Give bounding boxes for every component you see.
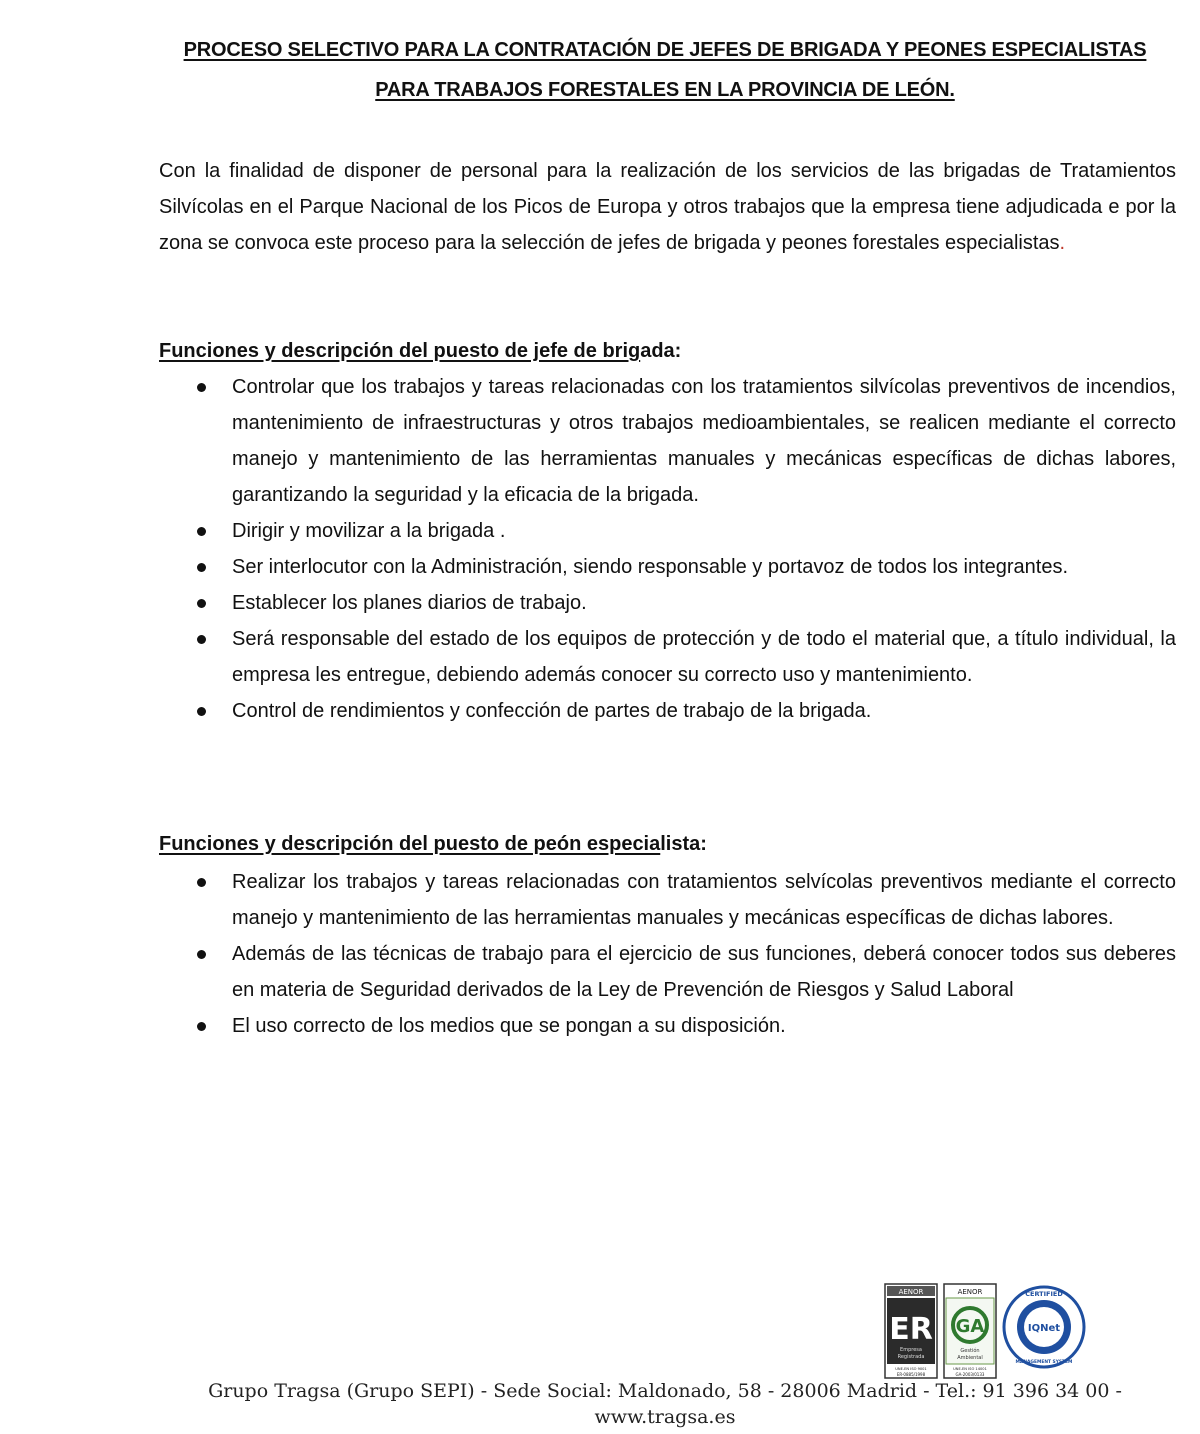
aenor-er-logo-icon (885, 1284, 937, 1378)
list-item-text: Además de las técnicas de trabajo para el ejercicio de sus funciones, deberá conocer todos sus deberes en materia de Seguridad derivados de la Ley de Prevención de Riesgos y Salud Laboral (232, 943, 1176, 1001)
list-item-text: Controlar que los trabajos y tareas relacionadas con los tratamientos silvícolas preventivos de incendios, mantenimiento de infraestructuras y otros trabajos medioambientales, se realicen mediante el correcto manejo y mantenimiento de las herramientas manuales y mecánicas específicas de dichas labores, garantizando la seguridad y la eficacia de la brigada. (232, 376, 1176, 506)
aenor-er-mark: ER (889, 1312, 933, 1347)
aenor-ga-sub1: Gestión (960, 1348, 980, 1354)
intro-text: Con la finalidad de disponer de personal para la realización de los servicios de las brigadas de Tratamientos Silvícolas en el Parque Nacional de los Picos de Europa y otros trabajos que la empresa tiene adjudicada e por la zona se convoca este proceso para la selección de jefes de brigada y peones forestales especialistas (159, 160, 1176, 254)
section-heading-peon (159, 826, 1176, 862)
list-item (159, 369, 1176, 513)
section-heading-jefe-rest: ada: (640, 340, 682, 362)
title-line-1: PROCESO SELECTIVO PARA LA CONTRATACIÓN DE JEFES DE BRIGADA Y PEONES ESPECIALISTAS (183, 39, 1147, 61)
title-line-2: PARA TRABAJOS FORESTALES EN LA PROVINCIA DE LEÓN. (375, 79, 955, 101)
aenor-ga-code: GA-2003/0133 (955, 1372, 985, 1377)
bullet-icon (197, 1022, 206, 1031)
list-item-text: Realizar los trabajos y tareas relacionadas con tratamientos selvícolas preventivos mediante el correcto manejo y mantenimiento de las herramientas manuales y mecánicas específicas de dichas labores. (232, 871, 1176, 929)
iqnet-top: CERTIFIED (1025, 1290, 1063, 1298)
section-heading-peon-rest: lista: (660, 833, 707, 855)
list-item (159, 585, 1176, 621)
list-jefe-functions (159, 369, 1176, 729)
aenor-er-sub1: Empresa (900, 1347, 922, 1353)
aenor-er-top: AENOR (898, 1288, 924, 1296)
list-item (159, 1008, 1176, 1044)
intro-paragraph (159, 153, 1176, 261)
page-footer (150, 1378, 1180, 1430)
bullet-icon (197, 878, 206, 887)
aenor-er-norm: UNE-EN ISO 9001 (895, 1367, 927, 1371)
bullet-icon (197, 527, 206, 536)
section-heading-jefe-underlined: Funciones y descripción del puesto de jefe de brig (159, 340, 641, 362)
list-item-text: Ser interlocutor con la Administración, siendo responsable y portavoz de todos los integrantes. (232, 556, 1069, 578)
aenor-ga-sub2: Ambiental (957, 1355, 983, 1361)
bullet-icon (197, 599, 206, 608)
iqnet-bottom: MANAGEMENT SYSTEM (1015, 1360, 1073, 1365)
bullet-icon (197, 950, 206, 959)
iqnet-mark: IQNet (1027, 1323, 1061, 1334)
section-heading-peon-underlined: Funciones y descripción del puesto de peón especia (159, 833, 661, 855)
list-item (159, 621, 1176, 693)
certification-logos (884, 1283, 1089, 1381)
list-item (159, 693, 1176, 729)
section-heading-jefe (159, 333, 1176, 369)
list-item-text: El uso correcto de los medios que se pongan a su disposición. (232, 1015, 786, 1037)
bullet-icon (197, 563, 206, 572)
iqnet-logo-icon (1004, 1287, 1084, 1367)
bullet-icon (197, 635, 206, 644)
aenor-ga-top: AENOR (957, 1288, 983, 1296)
aenor-er-code: ER-0885/1998 (896, 1372, 926, 1377)
aenor-ga-norm: UNE-EN ISO 14001 (953, 1367, 987, 1371)
aenor-ga-mark: GA (955, 1316, 985, 1337)
footer-address: Grupo Tragsa (Grupo SEPI) - Sede Social: Maldonado, 58 - 28006 Madrid - Tel.: 91 396 34 00 - (208, 1380, 1122, 1402)
bullet-icon (197, 707, 206, 716)
list-item (159, 513, 1176, 549)
list-item (159, 936, 1176, 1008)
list-item-text: Dirigir y movilizar a la brigada . (232, 520, 506, 542)
aenor-ga-logo-icon (944, 1284, 996, 1378)
footer-website: www.tragsa.es (594, 1406, 736, 1428)
document-title (150, 30, 1180, 110)
list-item (159, 549, 1176, 585)
list-item-text: Control de rendimientos y confección de partes de trabajo de la brigada. (232, 700, 872, 722)
intro-end-mark: . (1059, 232, 1066, 254)
bullet-icon (197, 383, 206, 392)
list-item-text: Será responsable del estado de los equipos de protección y de todo el material que, a título individual, la empresa les entregue, debiendo además conocer su correcto uso y mantenimiento. (232, 628, 1176, 686)
list-peon-functions (159, 864, 1176, 1044)
list-item-text: Establecer los planes diarios de trabajo. (232, 592, 587, 614)
list-item (159, 864, 1176, 936)
aenor-er-sub2: Registrada (897, 1354, 925, 1360)
